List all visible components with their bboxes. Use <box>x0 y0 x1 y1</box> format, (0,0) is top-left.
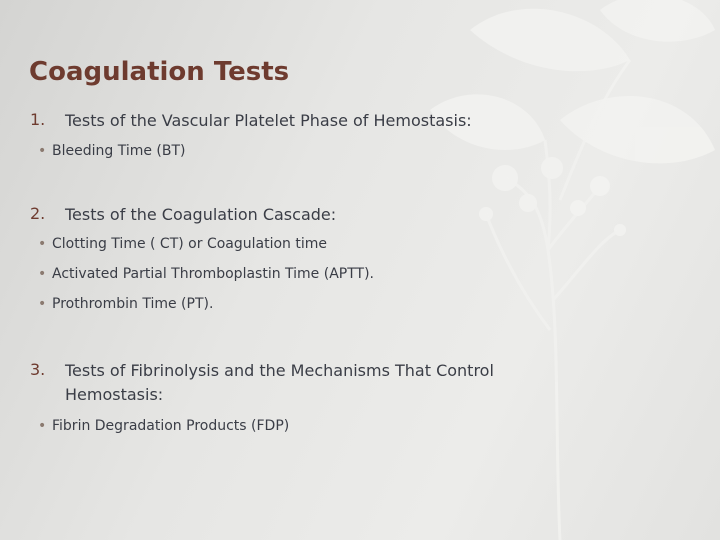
bullet-item <box>38 143 186 159</box>
section-number: 2. <box>30 204 46 223</box>
bullet-dot: • <box>38 266 47 282</box>
slide-title: Coagulation Tests <box>29 57 290 87</box>
bullet-text: Clotting Time ( CT) or Coagulation time <box>52 236 327 252</box>
bullet-dot: • <box>38 418 47 434</box>
bullet-item <box>38 296 213 312</box>
bullet-item <box>38 236 327 252</box>
bullet-text: Fibrin Degradation Products (FDP) <box>52 418 290 434</box>
section-heading: Tests of Fibrinolysis and the Mechanisms That Control <box>65 361 494 380</box>
section-number: 3. <box>30 360 46 379</box>
section-heading: Tests of the Vascular Platelet Phase of Hemostasis: <box>65 111 472 130</box>
bullet-item <box>38 418 289 434</box>
bullet-text: Prothrombin Time (PT). <box>52 296 214 312</box>
bullet-text: Bleeding Time (BT) <box>52 143 186 159</box>
bullet-text: Activated Partial Thromboplastin Time (APTT). <box>52 266 374 282</box>
bullet-item <box>38 266 374 282</box>
section-heading: Tests of the Coagulation Cascade: <box>65 205 337 224</box>
bullet-dot: • <box>38 296 47 312</box>
section-heading-continued: Hemostasis: <box>65 385 164 404</box>
bullet-dot: • <box>38 143 47 159</box>
section-number: 1. <box>30 110 46 129</box>
bullet-dot: • <box>38 236 47 252</box>
